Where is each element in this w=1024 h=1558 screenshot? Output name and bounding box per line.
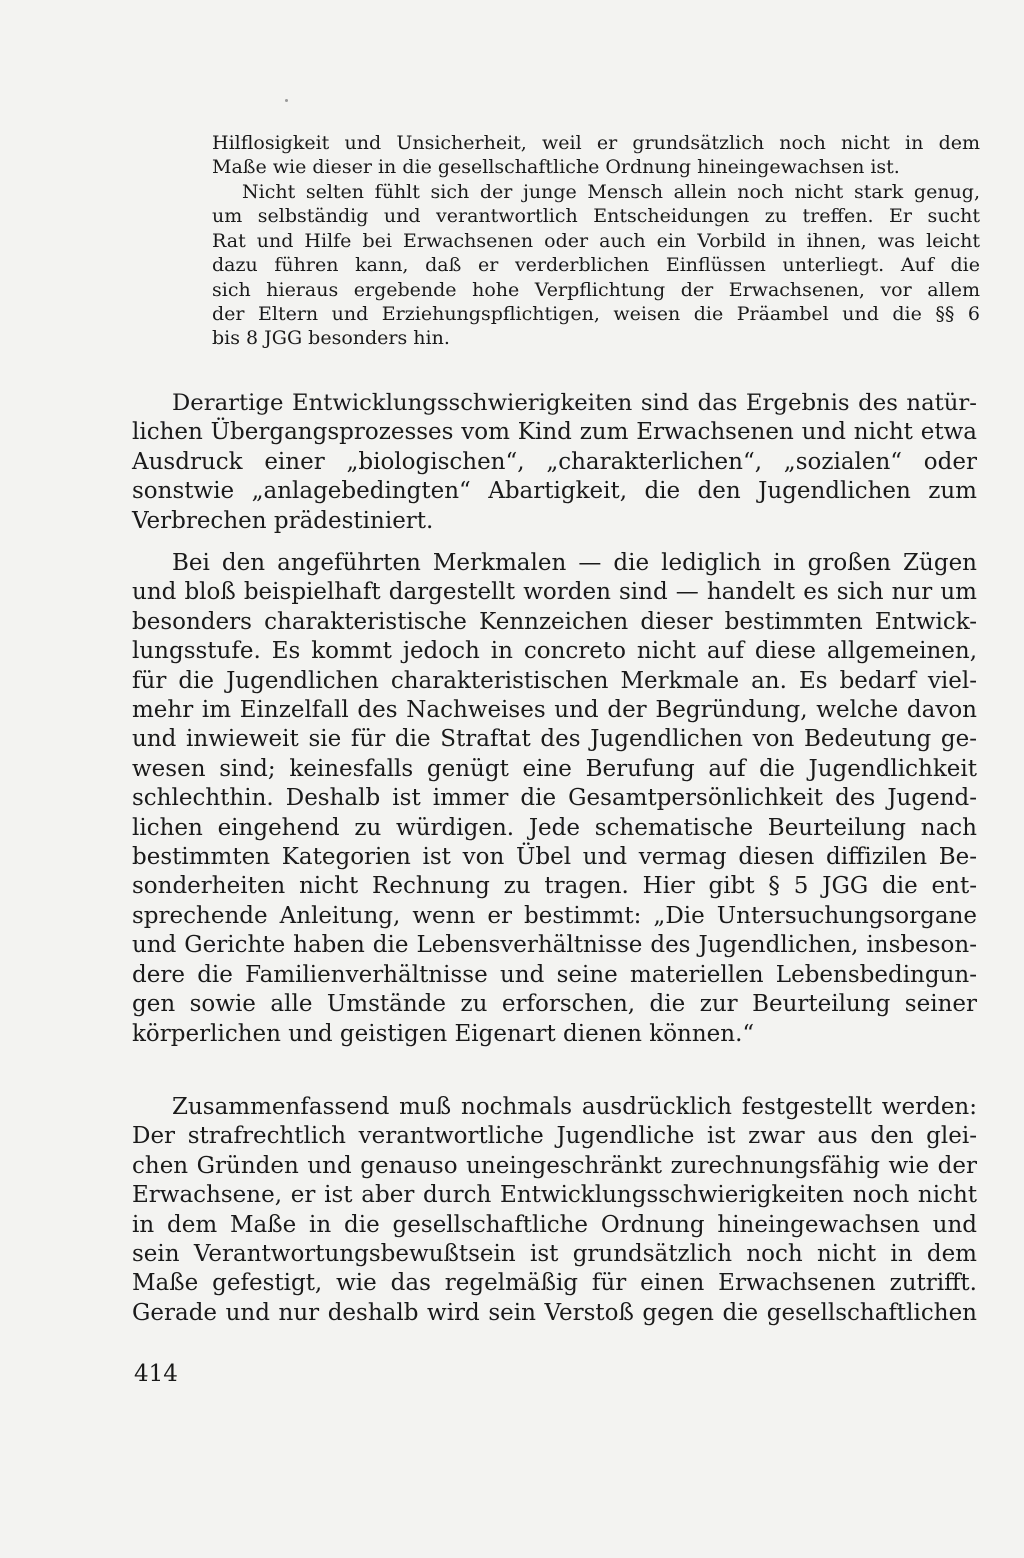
text-line: und Gerichte haben die Lebensverhältnisse des Jugendlichen, insbeson- (132, 932, 977, 959)
text-line: bestimmten Kategorien ist von Übel und vermag diesen diffizilen Be- (132, 844, 977, 871)
text-line: lichen eingehend zu würdigen. Jede schematische Beurteilung nach (132, 814, 977, 841)
text-line: in dem Maße in die gesellschaftliche Ordnung hineingewachsen und (132, 1211, 977, 1238)
text-line: lichen Übergangsprozesses vom Kind zum Erwachsenen und nicht etwa (132, 419, 977, 446)
text-line: sich hieraus ergebende hohe Verpflichtung der Erwachsenen, vor allem (212, 278, 980, 301)
text-line: sein Verantwortungsbewußtsein ist grundsätzlich noch nicht in dem (132, 1241, 977, 1268)
text-line: Maße gefestigt, wie das regelmäßig für einen Erwachsenen zutrifft. (132, 1270, 977, 1297)
text-line: um selbständig und verantwortlich Entscheidungen zu treffen. Er sucht (212, 205, 980, 228)
text-line: bis 8 JGG besonders hin. (212, 327, 450, 350)
text-line: Derartige Entwicklungsschwierigkeiten sind das Ergebnis des natür- (172, 390, 977, 416)
text-line: Hilflosigkeit und Unsicherheit, weil er grundsätzlich noch nicht in dem (212, 132, 980, 154)
text-line: gen sowie alle Umstände zu erforschen, die zur Beurteilung seiner (132, 991, 977, 1018)
text-line: lungsstufe. Es kommt jedoch in concreto nicht auf diese allgemeinen, (132, 638, 977, 665)
body-paragraph-1 (132, 389, 977, 536)
text-line: Gerade und nur deshalb wird sein Verstoß gegen die gesellschaftlichen (132, 1299, 977, 1326)
text-line: sonderheiten nicht Rechnung zu tragen. Hier gibt § 5 JGG die ent- (132, 873, 977, 900)
body-paragraph-2 (132, 549, 977, 1049)
text-line: Der strafrechtlich verantwortliche Jugendliche ist zwar aus den glei- (132, 1123, 977, 1150)
text-line: schlechthin. Deshalb ist immer die Gesamtpersönlichkeit des Jugend- (132, 785, 977, 812)
text-line: körperlichen und geistigen Eigenart dienen können.“ (132, 1020, 755, 1047)
text-line: Rat und Hilfe bei Erwachsenen oder auch ein Vorbild in ihnen, was leicht (212, 229, 980, 252)
text-line: Zusammenfassend muß nochmals ausdrücklich festgestellt werden: (172, 1094, 977, 1120)
text-line: und inwieweit sie für die Straftat des Jugendlichen von Bedeutung ge- (132, 726, 977, 753)
text-line: Ausdruck einer „biologischen“, „charakterlichen“, „sozialen“ oder (132, 448, 977, 475)
note-paragraph (212, 180, 980, 351)
text-line: dazu führen kann, daß er verderblichen Einflüssen unterliegt. Auf die (212, 254, 980, 277)
text-line: wesen sind; keinesfalls genügt eine Berufung auf die Jugendlichkeit (132, 755, 977, 782)
text-line: Maße wie dieser in die gesellschaftliche Ordnung hineingewachsen ist. (212, 156, 900, 179)
text-line: dere die Familienverhältnisse und seine materiellen Lebensbedingun- (132, 961, 977, 988)
text-line: Bei den angeführten Merkmalen — die lediglich in großen Zügen (172, 550, 977, 576)
text-line: besonders charakteristische Kennzeichen dieser bestimmten Entwick- (132, 608, 977, 635)
text-line: chen Gründen und genauso uneingeschränkt zurechnungsfähig wie der (132, 1152, 977, 1179)
text-line: Verbrechen prädestiniert. (132, 507, 434, 534)
continuation-paragraph (212, 131, 980, 180)
text-line: für die Jugendlichen charakteristischen Merkmale an. Es bedarf viel- (132, 667, 977, 694)
page-number: 414 (134, 1361, 178, 1387)
text-line: sonstwie „anlagebedingten“ Abartigkeit, die den Jugendlichen zum (132, 478, 977, 505)
text-line: und bloß beispielhaft dargestellt worden sind — handelt es sich nur um (132, 579, 977, 606)
print-speck (285, 99, 288, 102)
text-line: Erwachsene, er ist aber durch Entwicklungsschwierigkeiten noch nicht (132, 1182, 977, 1209)
text-line: Nicht selten fühlt sich der junge Mensch allein noch nicht stark genug, (242, 181, 980, 203)
text-line: sprechende Anleitung, wenn er bestimmt: „Die Untersuchungsorgane (132, 902, 977, 929)
text-line: mehr im Einzelfall des Nachweises und der Begründung, welche davon (132, 697, 977, 724)
body-paragraph-3 (132, 1093, 977, 1328)
text-line: der Eltern und Erziehungspflichtigen, weisen die Präambel und die §§ 6 (212, 303, 980, 326)
